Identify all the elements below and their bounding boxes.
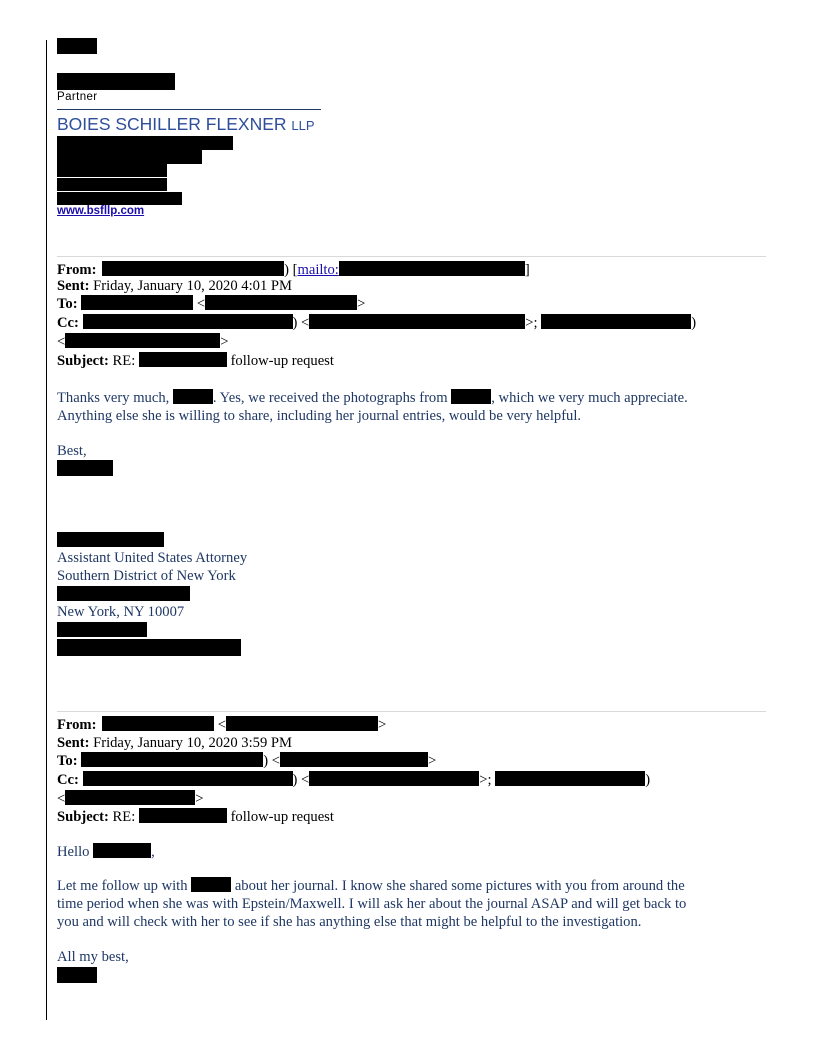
body-line: you and will check with her to see if she has anything else that might be helpful to the investigation.	[57, 914, 642, 930]
closing: All my best,	[57, 949, 129, 965]
redaction	[57, 460, 113, 476]
redaction	[57, 164, 167, 177]
from-label: From:	[57, 262, 97, 278]
cc-sep: >;	[525, 315, 538, 331]
sig-divider	[57, 109, 321, 110]
redaction	[309, 314, 525, 329]
redaction	[65, 333, 220, 348]
redaction	[173, 389, 213, 404]
redaction	[57, 586, 190, 601]
cc-lt: <	[57, 791, 66, 807]
cc-continuation	[57, 790, 203, 807]
redaction	[280, 752, 428, 767]
redaction	[139, 808, 227, 823]
cc-line	[57, 314, 696, 331]
sig-title: Assistant United States Attorney	[57, 550, 248, 566]
redaction	[102, 716, 214, 731]
subject-text: follow-up request	[230, 809, 334, 825]
subject-line	[57, 352, 334, 369]
to-line	[57, 295, 365, 312]
sent-label: Sent:	[57, 278, 90, 294]
redaction	[57, 150, 202, 164]
sig-office: Southern District of New York	[57, 568, 236, 584]
redaction	[191, 877, 231, 892]
redaction	[57, 38, 97, 54]
body-line	[57, 877, 685, 895]
cc-sep: ) <	[292, 772, 310, 788]
cc-label: Cc:	[57, 772, 79, 788]
greeting	[57, 843, 155, 861]
redaction	[495, 771, 645, 786]
redaction	[57, 967, 97, 983]
from-sep: ) [	[284, 262, 298, 278]
sig-city: New York, NY 10007	[57, 604, 185, 620]
body-text: Let me follow up with	[57, 878, 188, 894]
redaction	[81, 295, 193, 310]
redaction	[541, 314, 691, 329]
sent-line	[57, 735, 292, 751]
sent-value: Friday, January 10, 2020 4:01 PM	[93, 278, 292, 294]
from-close: ]	[524, 262, 530, 278]
cc-sep: ) <	[292, 315, 310, 331]
redaction	[57, 639, 241, 656]
body-text: . Yes, we received the photographs from	[212, 390, 448, 406]
header-separator	[57, 711, 766, 712]
cc-sep: >;	[479, 772, 492, 788]
firm-name	[57, 114, 315, 135]
sent-label: Sent:	[57, 735, 90, 751]
firm-name-text: BOIES SCHILLER FLEXNER	[57, 114, 287, 134]
subject-prefix: RE:	[112, 353, 136, 369]
from-line	[57, 261, 530, 278]
cc-label: Cc:	[57, 315, 79, 331]
redaction	[57, 532, 164, 547]
subject-label: Subject:	[57, 809, 109, 825]
from-lt: <	[217, 717, 226, 733]
redaction	[226, 716, 378, 731]
redaction	[65, 790, 195, 805]
website-link[interactable]: www.bsfllp.com	[57, 205, 145, 217]
sig-title: Partner	[57, 91, 98, 103]
greeting-text: Hello	[57, 844, 90, 860]
body-line: time period when she was with Epstein/Maxwell. I will ask her about the journal ASAP and will get back to	[57, 896, 687, 912]
to-gt: >	[427, 753, 437, 769]
to-label: To:	[57, 753, 78, 769]
cc-line	[57, 771, 650, 788]
body-text: about her journal. I know she shared some pictures with you from around the	[234, 878, 685, 894]
cc-gt: >	[195, 791, 204, 807]
firm-suffix: LLP	[291, 118, 315, 133]
to-gt: >	[357, 296, 366, 312]
from-gt: >	[378, 717, 387, 733]
redaction	[57, 178, 167, 191]
redaction	[451, 389, 491, 404]
to-line	[57, 752, 436, 769]
redaction	[57, 192, 182, 205]
header-separator	[57, 256, 766, 257]
subject-prefix: RE:	[112, 809, 136, 825]
mailto-link[interactable]: mailto:	[297, 262, 339, 278]
from-label: From:	[57, 717, 97, 733]
sent-line	[57, 278, 292, 294]
subject-text: follow-up request	[230, 353, 334, 369]
from-line	[57, 716, 386, 733]
redaction	[83, 314, 293, 329]
subject-line	[57, 808, 334, 825]
redaction	[57, 73, 175, 90]
to-sep: ) <	[263, 753, 280, 769]
sent-value: Friday, January 10, 2020 3:59 PM	[93, 735, 292, 751]
greeting-comma: ,	[151, 844, 155, 860]
to-label: To:	[57, 296, 78, 312]
cc-sep: )	[645, 772, 651, 788]
redaction	[57, 136, 233, 150]
subject-label: Subject:	[57, 353, 109, 369]
redaction	[339, 261, 525, 276]
to-lt: <	[196, 296, 206, 312]
redaction	[102, 261, 284, 276]
body-line	[57, 389, 688, 407]
redaction	[81, 752, 263, 767]
redaction	[93, 843, 151, 858]
cc-lt: <	[57, 334, 66, 350]
body-text: , which we very much appreciate.	[491, 390, 688, 406]
redaction	[205, 295, 357, 310]
redaction	[83, 771, 293, 786]
redaction	[139, 352, 227, 367]
cc-gt: >	[220, 334, 229, 350]
body-line: Anything else she is willing to share, including her journal entries, would be very helpful.	[57, 408, 582, 424]
redaction	[309, 771, 479, 786]
cc-continuation	[57, 333, 228, 350]
body-text: Thanks very much,	[57, 390, 170, 406]
left-margin-rule	[46, 40, 47, 1020]
closing: Best,	[57, 443, 87, 459]
redaction	[57, 622, 147, 637]
cc-sep: )	[691, 315, 697, 331]
